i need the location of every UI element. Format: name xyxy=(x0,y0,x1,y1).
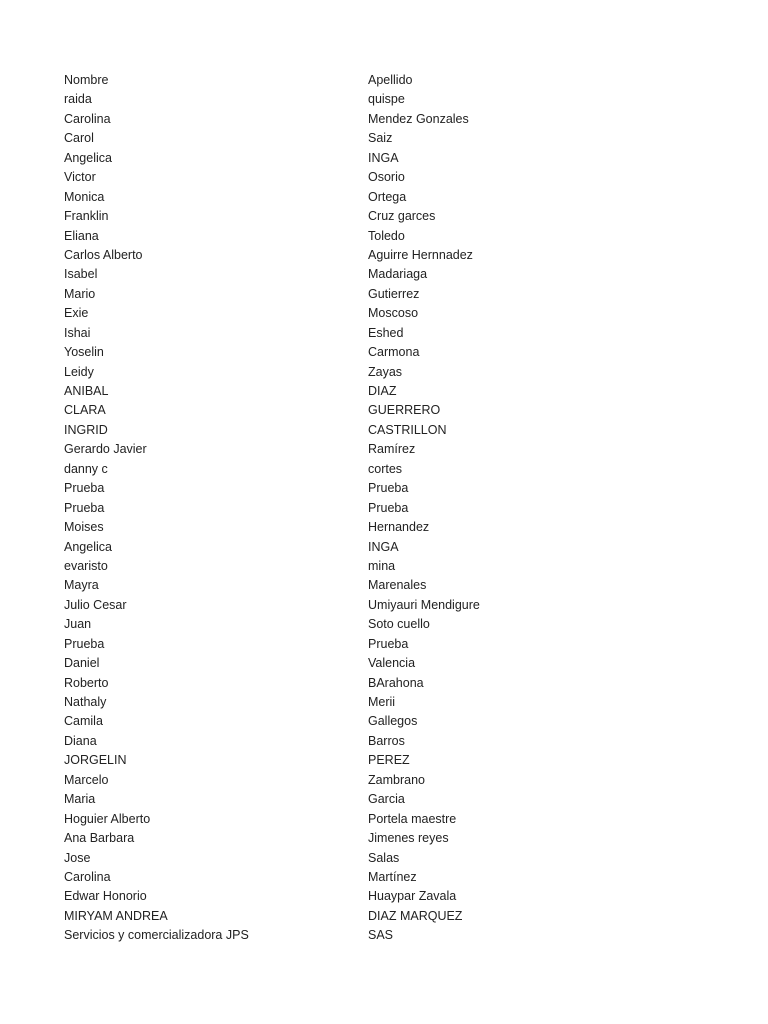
first-name-cell: Angelica xyxy=(64,150,112,165)
table-row xyxy=(64,149,744,168)
table-row xyxy=(64,907,744,926)
last-name-cell: Toledo xyxy=(368,228,405,243)
last-name-cell: Mendez Gonzales xyxy=(368,111,469,126)
first-name-cell: ANIBAL xyxy=(64,384,109,398)
last-name-cell: INGA xyxy=(368,539,399,554)
last-name-cell: Aguirre Hernnadez xyxy=(368,247,473,262)
table-row xyxy=(64,635,744,654)
first-name-cell: Gerardo Javier xyxy=(64,442,147,457)
last-name-cell: INGA xyxy=(368,150,399,165)
table-row xyxy=(64,401,744,420)
table-row xyxy=(64,324,744,343)
table-row xyxy=(64,90,744,109)
last-name-cell: Merii xyxy=(368,695,396,709)
last-name-cell: Zambrano xyxy=(368,772,425,787)
column-header-first-name: Nombre xyxy=(64,73,109,87)
last-name-cell: Barros xyxy=(368,733,405,748)
table-row xyxy=(64,790,744,809)
first-name-cell: Juan xyxy=(64,617,92,632)
last-name-cell: Jimenes reyes xyxy=(368,831,449,846)
first-name-cell: Marcelo xyxy=(64,772,109,787)
table-row xyxy=(64,129,744,148)
last-name-cell: cortes xyxy=(368,461,403,476)
first-name-cell: evaristo xyxy=(64,558,108,573)
last-name-cell: Prueba xyxy=(368,481,409,496)
last-name-cell: Valencia xyxy=(368,656,416,671)
last-name-cell: Prueba xyxy=(368,500,409,515)
first-name-cell: Victor xyxy=(64,170,96,185)
first-name-cell: Leidy xyxy=(64,364,94,379)
last-name-cell: GUERRERO xyxy=(368,403,441,418)
table-row xyxy=(64,382,744,401)
last-name-cell: Osorio xyxy=(368,170,405,185)
first-name-cell: Carolina xyxy=(64,111,111,126)
last-name-cell: Carmona xyxy=(368,345,420,360)
first-name-cell: Exie xyxy=(64,306,89,321)
table-row xyxy=(64,596,744,615)
table-row xyxy=(64,849,744,868)
table-row xyxy=(64,110,744,129)
table-row xyxy=(64,576,744,595)
first-name-cell: Daniel xyxy=(64,656,100,671)
last-name-cell: DIAZ xyxy=(368,384,397,398)
table-row xyxy=(64,440,744,459)
first-name-cell: Julio Cesar xyxy=(64,597,127,612)
first-name-cell: Isabel xyxy=(64,267,98,282)
first-name-cell: Ana Barbara xyxy=(64,831,135,846)
table-row xyxy=(64,421,744,440)
first-name-cell: INGRID xyxy=(64,422,108,437)
table-row xyxy=(64,499,744,518)
first-name-cell: Prueba xyxy=(64,500,105,515)
last-name-cell: CASTRILLON xyxy=(368,422,447,437)
table-row xyxy=(64,887,744,906)
last-name-cell: Portela maestre xyxy=(368,811,457,826)
last-name-cell: Umiyauri Mendigure xyxy=(368,597,480,612)
last-name-cell: Ortega xyxy=(368,189,407,204)
last-name-cell: Gallegos xyxy=(368,714,418,729)
last-name-cell: Zayas xyxy=(368,364,403,379)
table-row xyxy=(64,751,744,770)
first-name-cell: Ishai xyxy=(64,325,91,340)
table-row xyxy=(64,654,744,673)
table-row xyxy=(64,343,744,362)
last-name-cell: quispe xyxy=(368,92,405,107)
table-row xyxy=(64,868,744,887)
table-row xyxy=(64,460,744,479)
table-body xyxy=(64,90,744,945)
first-name-cell: Roberto xyxy=(64,675,109,690)
first-name-cell: Eliana xyxy=(64,228,99,243)
table-row xyxy=(64,615,744,634)
last-name-cell: mina xyxy=(368,558,396,573)
table-row xyxy=(64,479,744,498)
first-name-cell: Nathaly xyxy=(64,695,107,709)
first-name-cell: Mario xyxy=(64,286,96,301)
last-name-cell: Soto cuello xyxy=(368,617,430,632)
last-name-cell: Eshed xyxy=(368,325,404,340)
last-name-cell: Garcia xyxy=(368,792,405,807)
first-name-cell: Jose xyxy=(64,850,91,865)
table-row xyxy=(64,188,744,207)
table-row xyxy=(64,829,744,848)
table-row xyxy=(64,693,744,712)
table-row xyxy=(64,557,744,576)
first-name-cell: Carol xyxy=(64,131,94,146)
last-name-cell: DIAZ MARQUEZ xyxy=(368,908,463,923)
first-name-cell: Franklin xyxy=(64,209,109,224)
last-name-cell: Salas xyxy=(368,850,400,865)
first-name-cell: Hoguier Alberto xyxy=(64,811,151,826)
last-name-cell: Prueba xyxy=(368,636,409,651)
table-row xyxy=(64,674,744,693)
table-row xyxy=(64,518,744,537)
last-name-cell: BArahona xyxy=(368,675,424,690)
table-row xyxy=(64,538,744,557)
first-name-cell: Maria xyxy=(64,792,96,807)
last-name-cell: Martínez xyxy=(368,869,417,884)
table-row xyxy=(64,810,744,829)
last-name-cell: Marenales xyxy=(368,578,427,593)
first-name-cell: Camila xyxy=(64,714,103,729)
table-header-row xyxy=(64,71,744,90)
first-name-cell: Moises xyxy=(64,520,104,535)
last-name-cell: Gutierrez xyxy=(368,286,420,301)
last-name-cell: Ramírez xyxy=(368,442,416,457)
table-row xyxy=(64,227,744,246)
last-name-cell: Cruz garces xyxy=(368,209,436,224)
last-name-cell: Moscoso xyxy=(368,306,419,321)
column-header-last-name: Apellido xyxy=(368,73,413,87)
table-row xyxy=(64,771,744,790)
table-row xyxy=(64,168,744,187)
first-name-cell: Diana xyxy=(64,733,97,748)
table-row xyxy=(64,926,744,945)
last-name-cell: Madariaga xyxy=(368,267,428,282)
table-row xyxy=(64,285,744,304)
first-name-cell: danny c xyxy=(64,461,108,476)
first-name-cell: Yoselin xyxy=(64,345,104,360)
last-name-cell: SAS xyxy=(368,928,394,943)
table-row xyxy=(64,246,744,265)
first-name-cell: Carolina xyxy=(64,869,111,884)
table-row xyxy=(64,304,744,323)
table-row xyxy=(64,265,744,284)
last-name-cell: PEREZ xyxy=(368,753,410,768)
first-name-cell: Monica xyxy=(64,189,105,204)
first-name-cell: raida xyxy=(64,92,92,107)
first-name-cell: CLARA xyxy=(64,403,106,418)
first-name-cell: JORGELIN xyxy=(64,753,127,768)
table-row xyxy=(64,732,744,751)
last-name-cell: Saiz xyxy=(368,131,393,146)
first-name-cell: Edwar Honorio xyxy=(64,889,147,904)
first-name-cell: Angelica xyxy=(64,539,112,554)
first-name-cell: Carlos Alberto xyxy=(64,247,143,262)
first-name-cell: Prueba xyxy=(64,636,105,651)
first-name-cell: Servicios y comercializadora JPS xyxy=(64,928,249,943)
name-table xyxy=(64,71,744,946)
last-name-cell: Huaypar Zavala xyxy=(368,889,457,904)
last-name-cell: Hernandez xyxy=(368,520,430,535)
table-row xyxy=(64,207,744,226)
first-name-cell: Mayra xyxy=(64,578,99,593)
table-row xyxy=(64,712,744,731)
first-name-cell: MIRYAM ANDREA xyxy=(64,908,168,923)
table-row xyxy=(64,363,744,382)
first-name-cell: Prueba xyxy=(64,481,105,496)
